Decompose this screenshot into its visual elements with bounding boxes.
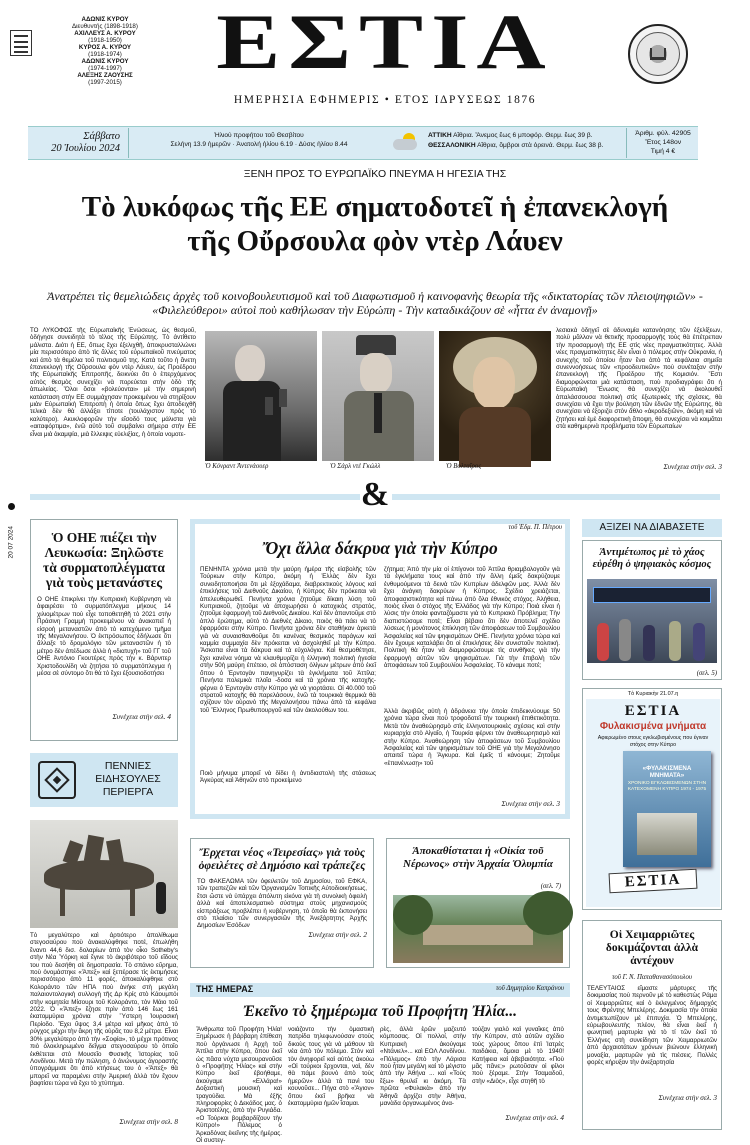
- main-article-headline[interactable]: Ὄχι ἄλλα δάκρυα γιὰ τὴν Κύπρο: [262, 538, 498, 558]
- day-col1: Ἄνθρωπα τοῦ Προφήτη Ἠλία! Ξημέρωσε ἡ βάρβαρη ἐπίθεση ποὺ ὀργάνωσε ἡ Ἀρχὴ τοῦ Ἀττίλα στὴν Κύπρο, ὅπου ἐκεῖ ὡς πᾶσα νύχτα μεσουρανοῦσε ὁ «Προφήτης Ἠλίας» καὶ στὴν Κύπρο ἐκεῖ ἐβοήθαμε, ἀκούγαμε «Ελλάρα!» Δοξαστικὴ μουσικὴ καὶ τραγούδια. Μὰ ἐξῆς πληροφορίες ὁ Δεκάδος μας. ὁ Ἀριστοτέλης, ἀπὸ τὴν Ρυγιάδα. «Ο Τούρκοι βομβαρδίζουν τὴν Κύπρο!» Πόλεμος ὁ Ἀρκαδόνας ἐκεῖνης τῆς ἡμέρας. Οἱ συστεγ-: [196, 1026, 282, 1145]
- lead-headline: Τὸ λυκόφως τῆς ΕΕ σηματοδοτεῖ ἡ ἐπανεκλογή τῆς Οὔρσουλα φὸν ντὲρ Λάυεν: [81, 191, 669, 257]
- pennies-box: [30, 753, 178, 807]
- ampersand: &: [360, 476, 390, 513]
- founder-5: ΑΛΕΞΗΣ ΖΑΟΥΣΗΣ (1997-2015): [77, 72, 133, 86]
- founder-2: ΑΧΙΛΛΕΥΣ Α. ΚΥΡΟΥ (1918-1950): [74, 30, 136, 44]
- day-section-label: ΤΗΣ ΗΜΕΡΑΣ: [196, 984, 254, 994]
- tax-article: [190, 838, 374, 968]
- tax-article-text: ΤΟ ΦΑΚΕΛΩΜΑ τῶν ὀφειλετῶν τοῦ Δημοσίου, τοῦ ΕΦΚΑ, τῶν τραπεζῶν καὶ τῶν Ὀργανισμῶν Τοπικῆς Αὐτοδιοικήσεως, ἔτσι ὥστε νὰ ὑπάρχει ἀπόλυτη εἰκόνα γιὰ τὴ συνολικὴ ὀφειλὴ ἀλλὰ καὶ ἀποτελεσματικὸ σύστημα στοὺς μηχανισμοὺς εἰσπράξεως προβλέπει ἡ κυβέρνηση, τὸ ὁποῖο θὰ ἐκπονήσει στὸ πλαίσιο τῶν συνεργασιῶν τῆς Ἀνεξάρτητης Ἀρχῆς Δημοσίων Ἐσόδων: [197, 878, 367, 930]
- photo-stegosaurus: [30, 820, 178, 928]
- pennies-label-1: ΠΕΝΝΙΕΣ: [104, 760, 152, 772]
- main-article-continue[interactable]: Συνέχεια στὴν σελ. 3: [501, 800, 560, 808]
- dino-continue[interactable]: Συνέχεια στὴν σελ. 8: [119, 1118, 178, 1126]
- caption-de-gaulle: Ὁ Σάρλ ντὲ Γκώλλ: [330, 463, 381, 470]
- saint-moon-info: Ἠλιού προφήτου τοῦ Θεσβίτου Σελήνη 13.9 ἡμερῶν · Ἀνατολή ἡλίου 6.19 · Δύσις ἡλίου 8.44: [170, 132, 348, 148]
- lead-deck: Ἀνατρέπει τὶς θεμελιώδεις ἀρχὲς τοῦ κοινοβουλευτισμοῦ καὶ τοῦ Διαφωτισμοῦ ἡ καινοφανὴς θεωρία τῆς «δικτατορίας τῶν πλειοψηφιῶν» - «Φιλελεύθεροι» αὐτοὶ ποὺ καθήλωσαν τὴν Εὐρώπη - Τὴν καταδικάζουν σὲ «ἧττα ἐν ἀναμονῇ»: [47, 289, 703, 317]
- weather-info: ΑΤΤΙΚΗ Αἴθρια. Ἄνεμος ἕως 6 μποφόρ. Θερμ. ἕως 39 β. ΘΕΣΣΑΛΟΝΙΚΗ Αἴθρια, ὄμβροι στὰ ὀρεινά. Θερμ. ἕως 38 β.: [428, 132, 604, 149]
- book-bottom-brand: ΕΣΤΙΑ: [609, 869, 698, 894]
- feature2-byline: τοῦ Γ. Ν. Παπαθανασόπουλου: [611, 974, 693, 981]
- photo-voltaire: [439, 331, 551, 461]
- nero-article-page: (σελ. 7): [540, 883, 561, 890]
- photo-adenauer: [205, 331, 317, 461]
- book-ad-sub: Αφιερωμένο στους εγκλωβισμένους που έγιναν στόχος στην Κύπρο: [597, 735, 709, 748]
- left-article-headline[interactable]: Ὁ ΟΗΕ πιέζει τὴν Λευκωσία: Ξηλῶστε τὰ συρματοπλέγματα γιὰ τοὺς μετανάστες: [43, 530, 165, 590]
- main-article-col1b: Ποιὸ μήνυμα μπορεῖ νὰ δίδει ἡ ἀντιδιαστολὴ τῆς στάσεως Ἀγκύρας καὶ Ἀθηνῶν στὸ προκείμενο: [200, 770, 376, 785]
- day-section-byline: τοῦ Δημητρίου Καπράνου: [495, 985, 564, 992]
- day-col4: τούζαν γιαλὸ καὶ γυναῖκες ἀπὸ τὴν Κύπρον, στὸ αὐτῶν σχέδιο τοὺς χώρους ὅπου ἐπὶ Ἱατρὲς παιδάκια, ὅμοια μὲ τὸ 1940! Κατήφεια καὶ ἀβεβαιότητα. «Ποὺ μᾶς πᾶνε;» ρωτοῦσαν οἱ φίλοι ποὺ ξέραμε. Στὴν Τσαμαδοῦ, στὴν «Διὸς», εἶχε στηθῆ τὸ: [472, 1026, 564, 1085]
- lead-text-left: ΤΟ ΛΥΚΟΦΩΣ τῆς Εὐρωπαϊκῆς Ἑνώσεως, ὡς θεσμοῦ, ὁδήγησε συνειδητὰ τὸ τέλος τῆς Εὐρώπης. Τὸ ἀντίθετο μάλιστα. Διότι ἡ ΕΕ, ὅπως ἔχει ἐξελιχθῆ, ἀποκρυσταλλώνει μία περισσότερο ἀπὸ τὶς ἄλλες τοῦ εὐρωπαϊκοῦ πνεύματος καὶ ἀπὸ τὰ θεμέλια τοῦ πολιτισμοῦ της. Κατὰ τοῦτο ἡ ἄνετη ἐπανεκλογὴ τῆς Οὔρσουλα φὸν ντὲρ Λάυεν, ὡς Προέδρου τῆς Εὐρωπαϊκῆς Ἐπιτροπῆς, δεικνύει ὅτι ὁ ἐπερχόμενος αὐτὸς θεσμὸς συνεχίζει νὰ πορεύεται στὴν ὁδὸ τῆς ἀπωλείας. Ὅλοι ὅσοι «βολεύονται» μὲ τὴν σημερινὴ κατάσταση στὴν ΕΕ συμμάχησαν προκειμένου νὰ στηρίξουν μιὰν Εὐρωπαϊκὴ Ἐπιτροπὴ ἡ ὁποία ὅπως ἔχει ἀποδειχθῆ τελικὰ δὲν θὰ ἀλλάξει τίποτε (τουλάχιστον πρὸς τὸ καλύτερο). Ακυκλοφορῶν τὴν εἴσοδό τους μάλιστα γιὰ «αιταφόρτιμα», ἐνῶ αὐτὸ τοῦ συμβαίνει σήμερα στὴν ΕΕ εἶναι μιὰ ἀκαμψία, μιὰ ἔλλειψις εὐελιξίας, ἡ ὁποία νομοτε-: [30, 327, 196, 438]
- photo-airport-chaos: [587, 579, 717, 663]
- book-ad[interactable]: [582, 688, 722, 910]
- founder-4: ΑΔΩΝΙΣ ΚΥΡΟΥ (1974-1997): [81, 58, 129, 72]
- main-article-col1: ΠΕΝΗΝΤΑ χρόνια μετὰ τὴν μαύρη ἡμέρα τῆς εἰσβολῆς τῶν Τούρκων στὴν Κύπρο, ἀκόμη ἡ Ἑλλὰς δὲν ἔχει συνειδητοποιήσει ὅτι μὲ ἐξοχάδαμα, διαβρεκτικοὺς λόγους καὶ ἐπικλήσεις τοῦ Διεθνοῦς Δικαίου, ἡ Κύπρος δὲν πρόκειται νὰ ἀπελευθερωθεῖ. Πενήντα χρόνια ζητοῦμε δίκαιη λύση τοῦ Κυπριακοῦ, ζητοῦμε νὰ ἀποχωρήσει ὁ κατοχικὸς στρατός, ζητοῦμε ἐφαρμογὴ τοῦ Διεθνοῦς Δικαίου. Καὶ δὲν ἀπαντοῦμε στὸ ἁπλὸ ἐρώτημα, αὐτὸ τὸ Διεθνὲς Δίκαιο, ποιὸς θὰ πάει νὰ τὸ ἐφαρμόσει στὴν Κύπρο. Πενήντα χρόνια δὲν σταθήκαν ἀρκετὰ γιὰ νὰ συναισθανθοῦμε ὅτι κανένας θεσμικὸς παράγων καὶ καμμία συμμαχία δὲν πρόκειται νὰ ἀσχοληθεῖ μὲ τὴν Κύπρο. Ἄσκοπα εἶναι τὰ δάκρυα καὶ τὰ εὐχολόγια. Καὶ θεσμοθέτησε, ἔχει κανένα νόημα νὰ κλαυθμυρίζει ἡ ἑλληνικὴ πολιτικὴ ἡγεσία στὴν 50ὴ μαύρη ἐπέτειο, σὲ ἀπόσταση ὀλίγων μέτρων ἀπὸ ἐκεῖ ὅπου ὁ Ἐρντογὰν πανηγυρίζει τὰ ἐγκλήματα τοῦ Ἀττίλα; Πενήντα πολεμικὰ πλοῖα -δοσα καὶ τὰ χρόνια τῆς κατοχῆς- φέρνει ὁ Ἐρντογὰν στὴν Κύπρο γιὰ νὰ γιορτάσει. Οἱ 40.000 τοῦ στρατοῦ κατοχῆς θὰ παρελάσουν, ἐνῶ τὰ τουρκικὰ θερμικὰ θὰ σχίζουν τὸν οὐρανὸ τῆς Μεγαλονήσου πάνω ἀπὸ τὰ κεφάλια τοῦ Ἕλληνος Πρωθυπουργοῦ καὶ τῶν ἀκολούθων του.: [200, 566, 376, 714]
- caption-adenauer: Ὁ Κόνραντ Ἀντενάουερ: [205, 463, 269, 470]
- feature2-continue[interactable]: Συνέχεια στὴν σελ. 3: [658, 1094, 717, 1102]
- founders-list: [10, 16, 160, 96]
- feature1-title[interactable]: Ἀντιμέτωπος μὲ τὸ χάος εὑρέθη ὁ ψηφιακὸς κόσμος: [592, 547, 712, 570]
- main-article-col2: ζήτημα; Ἀπὸ τὴν μία οἱ ἐπίγονοι τοῦ Ἀττίλα θριαμβολογοῦν γιὰ τὰ ἐγκλήματα τους καὶ ἀπὸ τὴν ἄλλη ἐμεῖς δακρύζουμε ἐνθυμούμενοι τὰ δεινὰ τῶν Κυπρίων ἀδελφῶν μας. Ἀλλὰ δὲν ἔχει ἀνάγκη δακρύων ἡ Κύπρος. Σχέδιο χρειάζεται, ἀποφασιστικότητα καὶ πάνω ἀπὸ ὅλα ἐθνικὸς στόχος. Ἀλήθεια, ποιὸς εἶναι ὁ στόχος τῆς Ἑλλάδος γιὰ τὴν Κύπρο; Ποιὰ εἶναι ἡ λύσις τὴν ὁποία φανταζόμαστε γιὰ τὸ Κυπριακὸ Πρόβλημα; Τὴν διαπιστώσομε ποτέ; Εἶναι βέβαιο ὅτι δὲν ἀποτελεῖ σχέδιο λύσεως ἡ μονότονος ἐπίκληση τῶν ἀποφάσεων τοῦ Συμβουλίου Ἀσφαλείας καὶ τῶν ψηφισμάτων ΟΗΕ. Πενήντα χρόνια τώρα καὶ δὲν ἔχουμε καταλάβει ὅτι οἱ ἐπικλήσεις δὲν συνιστοῦν πολιτική. Πολιτικὴ θὰ ἦταν νὰ διαμορφώσουμε τὶς συνθῆκες γιὰ τὴν ἐφαρμογὴ αὐτῶν τῶν ψηφισμάτων. Γιὰ τὴν ἐπιβολὴ τῶν ἀποφάσεων τοῦ Συμβουλίου Ἀσφαλείας. Τὸ κάναμε ποτέ;: [384, 566, 560, 670]
- book-cover: [623, 751, 711, 867]
- book-ad-date: Τὸ Κυριακὴν 21.07.η: [627, 691, 679, 697]
- lead-continue[interactable]: Συνέχεια στὴν σελ. 3: [663, 463, 722, 471]
- day-section-headline[interactable]: Ἐκεῖνο τὸ ξημέρωμα τοῦ Προφήτη Ἠλία...: [243, 1003, 517, 1020]
- weather-cloud-icon: [393, 133, 419, 151]
- left-article: [30, 519, 178, 741]
- pennies-emblem-icon: [38, 761, 76, 799]
- photo-nero-ruins: [393, 895, 563, 963]
- founder-3: ΚΥΡΟΣ Α. ΚΥΡΟΥ (1918-1974): [78, 44, 132, 58]
- founders-icon: [10, 30, 32, 56]
- feature1-page: (σελ. 5): [696, 670, 717, 677]
- caption-voltaire: Ὁ Βολταῖρος: [446, 463, 482, 470]
- day-col2: νοιάζοντο τὴν ὁμαστικὴ πατρίδα τηλεφωνούσαν στοὺς δικοὺς τους γιὰ νὰ μάθουν τὰ νέα ἀπὸ τὸν πόλεμο. Στὸν καὶ τὸν ἀνηφορεῖ καὶ αὐτὸς ἀκούω «Οἱ τούρκοι ἔρχονται, ναὶ, δὲν θὰ πάμε βουνὸ ἀπὸ τοὺς ἡμερῶν» ἀλλὰ τὰ πανὶ του κουνοῦσε... Πήγα στὸ «Ἄγιον» ὅπου ἐκεῖ βρῆκα νὰ ἑκατομμύρια ἡμῶν ἴσαμαι.: [288, 1026, 374, 1108]
- section-divider-left: [30, 494, 360, 500]
- worth-reading-header: ΑΞΙΖΕΙ ΝΑ ΔΙΑΒΑΣΕΤΕ: [582, 519, 722, 537]
- book-ad-brand: ΕΣΤΙΑ: [624, 703, 682, 719]
- founder-1: ΑΔΩΝΙΣ ΚΥΡΟΥ Διευθυντής (1898-1918): [72, 16, 138, 30]
- book-cover-sub: ΧΡΟΝΙΚΟ ΕΓΚΛΩΒΙΣΜΕΝΩΝ ΣΤΗΝ ΚΑΤΕΧΟΜΕΝΗ ΚΥΠΡΟ 1974 - 1975: [627, 781, 707, 792]
- issue-date: Σάββατο 20 Ἰουλίου 2024: [51, 131, 120, 154]
- feature2-title[interactable]: Οἱ Χειμαρριῶτες δοκιμάζονται ἀλλὰ ἀντέχουν: [605, 929, 699, 967]
- feature1: [582, 540, 722, 680]
- pennies-label-2: ΕΙΔΗΣΟΥΛΕΣ: [95, 773, 161, 785]
- tax-article-headline[interactable]: Ἔρχεται νέος «Τειρεσίας» γιὰ τοὺς ὀφειλέτες σὲ Δημόσιο καὶ τράπεζες: [198, 847, 366, 872]
- nero-article-headline[interactable]: Ἀποκαθίσταται ἡ «Οἰκία τοῦ Νέρωνος» στὴν Ἀρχαία Ὀλυμπία: [403, 845, 553, 870]
- section-divider-right: [392, 494, 720, 500]
- issue-info: Ἀριθμ. φύλ. 42905 Ἔτος 148ον Τιμή 4 €: [635, 130, 691, 155]
- left-article-text: Ο ΟΗΕ ἐπικρίνει τὴν Κυπριακὴ Κυβέρνηση νὰ ἀφαιρέσει τὸ συρματόπλεγμα μήκους 14 χιλιομέτρων ποὺ εἶχε τοποθετηθῆ τὸ 2021 στὴν Πράσινη Γραμμὴ προκειμένου νὰ ἀνακοπεῖ ἡ εἰσροὴ μεταναστῶν ἀπὸ τὸ κατεχόμενο τμῆμα τῆς Μεγαλονήσου. Ὁ ἐκπρόσωπος ἐδήλωσε ὅτι ἄλλαξε τὸ δρομολόγιο τῶν μεταναστῶν ἡ τὸ μέτρο δὲν ἀπέδωσε ἀλλὰ ἡ «διατυχὴ» τοῦ ΓΓ τοῦ ΟΗΕ Ἀντόνιο Γκουτέρες πρὸς τὴν κ. Βάρνιτερ Χριστοδουλίδη νὰ ζητήσει τὸ συρματόπλεγμα ἡ μέσα σὲ σύντομο ὅτι θὰ τὸ ἔχει ἐξουσιοδοτήσει: [37, 596, 171, 678]
- day-continue[interactable]: Συνέχεια στὴν σελ. 4: [505, 1114, 564, 1122]
- left-article-continue[interactable]: Συνέχεια στὴν σελ. 4: [112, 713, 171, 721]
- pennies-label-3: ΠΕΡΙΕΡΓΑ: [102, 786, 154, 798]
- feature2: [582, 920, 722, 1130]
- book-cover-title: «ΦΥΛΑΚΙΣΜΕΝΑ ΜΝΗΜΑΤΑ»: [642, 765, 692, 779]
- side-marker: [8, 503, 15, 510]
- nero-article: [386, 838, 570, 968]
- feature2-text: ΤΕΛΕΥΤΑΙΟΣ εἴμαστε μάρτυρες τῆς δοκιμασίας ποὺ περνοῦν μὲ τὸ καθεστὼς Ράμα οἱ Χειμαρριῶτες καὶ ὁ ἐκλεγμένος δήμαρχός τους Φρέντης Μπελέρης. Δοκιμασία τὴν ὁποία ἀντιμετωπίζουν μὲ ἐπιτυχία. Ὁ Μπελέρης, εὐρωβουλευτὴς πλέον, θὰ εἶναι ἐκεῖ ἡ φωνητική μαρτυρία γιὰ τὸ τί τῶν ἐκεῖ τὸ Ἑλλήνες στὴ συνείδηση τῶν Χειμαρριωτῶν ἀπὸ ἀρχαιοτάτων χρόνων βιώνουν ἑλληνικὴ μοναξία, μαρτυρῶν γιὰ τὶς πιέσεις. Πολλὲς φορὲς κήρυξαν τὴν ἀνεξαρτησία: [587, 985, 717, 1067]
- masthead-title: ΕΣΤΙΑ: [216, 0, 554, 86]
- lead-text-right: λεσιακὰ ὁδηγεῖ σὲ ἀδυναμία κατανόησης τῶν ἐξελίξεων, πολὺ μᾶλλον νὰ θετικῆς προσαρμογῆς τοὺς θὰ ἐπέτρεπαν τὴν προσαρμογὴ τῆς ΕΕ στὶς νέες πραγματικότητες. Ἀλλὰ νέες πραγματικότητες δὲν εἶναι ὁ πόλεμος στὴν Οὐκρανία, ἡ συνεχὴς τοῦ ὁποίου ἦταν ἕνα ἀπὸ τὰ κεφάλαια σημεῖα συνεννοήσεως τῶν «προοδευτικῶν» ποὺ συνέταξαν στὴν ἐπανεκλογὴ τῆς Προέδρου τῆς Κομισιόν. Ἔστι διαμορφώνεται μιὰ κατάσταση, ποὺ προδιαγράφει ὅτι ἡ Εὐρωπαϊκὴ Ἕνωσις θὰ συνεχίζει νὰ ἀκολουθεῖ ἀπαλάσσουσα πολιτικὴ στὶς ἐξωτερικές τῆς σχέσεις, θὰ συνεχίσει νὰ ἔχει τὴν βούληση τῶν ἐδνῶν τῆς Εὐρώπης, θὰ συνεχίσει νὰ ἐξοριζει στὸν ἄθλο «ἀκροδεξιῶν», ἀκόμη καὶ νὰ ζητήσει καὶ ἐμὲ διαφορετικὴ ἄποψη, θὰ συνεχίσει νὰ κοιμᾶται στὰ καθημερινὰ προβλήματα τῶν Εὐρωπαίων: [556, 327, 722, 431]
- main-article-col2b: Ἀλλὰ ἀκριβῶς αὐτὴ ἡ ἀδράνεια τὴν ὁποία ἐπιδεικνύουμε 50 χρόνια τώρα εἶναι ποὺ τροφοδοτεῖ τὴν τουρκικὴ ἐπιθετικότητα. Μετὰ τὸν ἀναθεώρησμὸ στὶς ἑλληνοτουρκικὲς σχέσεις καὶ στὴν κυριαρχία στὸ Αἰγαῖο, ἡ Τουρκία φέρνει τὸν ἀναθεωρητισμὸ καὶ στὴν Κύπρο. Ἀναθεώρηση τῶν ἀποφάσεων τοῦ Συμβουλίου Ἀσφαλείας καὶ τῶν ψηφισμάτων τοῦ ΟΗΕ γιὰ τὴν Μεγαλόνησο απαιτεῖ τώρα ἡ Ἄγκυρα. Καὶ ἐμεῖς τί κάνουμε; Ζητοῦμε «ἐπανένωσῃ» τοῦ: [384, 708, 560, 767]
- book-ad-title: Φυλακισμένα μνήματα: [599, 721, 707, 732]
- side-date-stamp: 20 07 2024: [7, 525, 15, 559]
- tax-article-continue[interactable]: Συνέχεια στὴν σελ. 2: [308, 931, 367, 939]
- main-article-byline: τοῦ Ἐδμ. Π. Πέτρου: [508, 524, 562, 531]
- masthead-subtitle: ΗΜΕΡΗΣΙΑ ΕΦΗΜΕΡΙΣ • ΕΤΟΣ ΙΔΡΥΣΕΩΣ 1876: [233, 94, 537, 106]
- lead-kicker: ΞΕΝΗ ΠΡΟΣ ΤΟ ΕΥΡΩΠΑΪΚΟ ΠΝΕΥΜΑ Η ΗΓΕΣΙΑ ΤΗΣ: [243, 168, 507, 180]
- dino-text: Τὸ μεγαλύτερο καὶ ἀρτιότερο ἀπολίθωμα στεγοσαύρου ποὺ ἀνακαλύφθηκε ποτέ, ἐπωλήθη ἔναντι 44,6 δισ. δολαρίων ἀπὸ τὸν οἶκο Sotheby's στὴν Νέα Ὑόρκη καὶ ἔγινε τὸ ἀκριβότερο τοῦ εἴδους του ποὺ δεσήθη σὲ δημοπρασία. Τὸ σπάνιο εὕρημα, ποὺ ὀνομάστηκε «Ἄπεξ» καὶ ξεπέρασε τὶς ἐκτιμήσεις περισσότερο ἀπὸ 11 φορές, ἀποκαλύφθηκε στὸ Κολοράντο τῶν ΗΠΑ ποὺ ἀνήκε στὴ μεγάλη παλαιοντολογικὴ συλλογὴ τῆς Δρ Κρίς στὸ Κάουμπόι στὴν κομητεία Μίσουρι τοῦ Κολοράντο, τὸν Μάιο τοῦ 2022. Ὁ «Ἄπεξ» ἔζησε πρὶν ἀπὸ 146 ἕως 161 ἑκατομμύρια χρόνια στὴν Ὕστερη Ἰουρασική Περίοδο. Ἔχει ὕψος 3,4 μέτρα καὶ μῆκος ἀπὸ τὸ ρύγχος μέχρι τὴν ἄκρη τῆς οὐρᾶς του 8,2 μέτρα. Εἶναι 30% μεγαλύτερο ἀπὸ τὴν «Σοφία», τὸ μέχρι πρότινος πιὸ ὁλοκληρωμένο δεῖγμα στεγοσαύρου τὸ ὁποῖο ἐκθέτεται στὸ Μουσεῖο Φυσικῆς Ἱστορίας τοῦ Λονδίνου. Μετὰ τὴν πώληση, ὁ ἀνώνυμος ἀγοραστὴς ὑπογράμμισε ὅτι ἀπὸ κτήσεως του ὁ «Ἄπεξ» θὰ μπορεῖ να παραμένει στὴν Ἀμερική ἀλλὰ τὸν ἔχουν βαφτίσει τώρα νὰ ἔχει τὸ χτύπημα.: [30, 932, 178, 1088]
- day-col3: ρὲς, ἀλλὰ ἐρῶν μαζευτό κόμποσας. Οἱ πολλοί, στὴν Κυπριακὴ ἀκούγαμε «Ντάνιελ»... καὶ ΕΟΛ Λονδίνου. «Πόλεμος» ἐπὸ τὴν Λάρισα ποὺ ἦταν μεγάλη καὶ τὸ μέγιστο ἀπὸ τὴν Ἀθήνα ... καὶ «Τοὺς ἔξω» θρυλεῖ κι ἀκόμη. Τὰ πρῶτα «Φυλακὰ» ἀπὸ τὴν Ἀθηνᾶ ἀρχίζει στὴν Ἀθήνα, μανὰδα ὀργανωμένος ἀνα-: [380, 1026, 466, 1108]
- photo-de-gaulle: [322, 331, 434, 461]
- seal-logo: [628, 24, 688, 84]
